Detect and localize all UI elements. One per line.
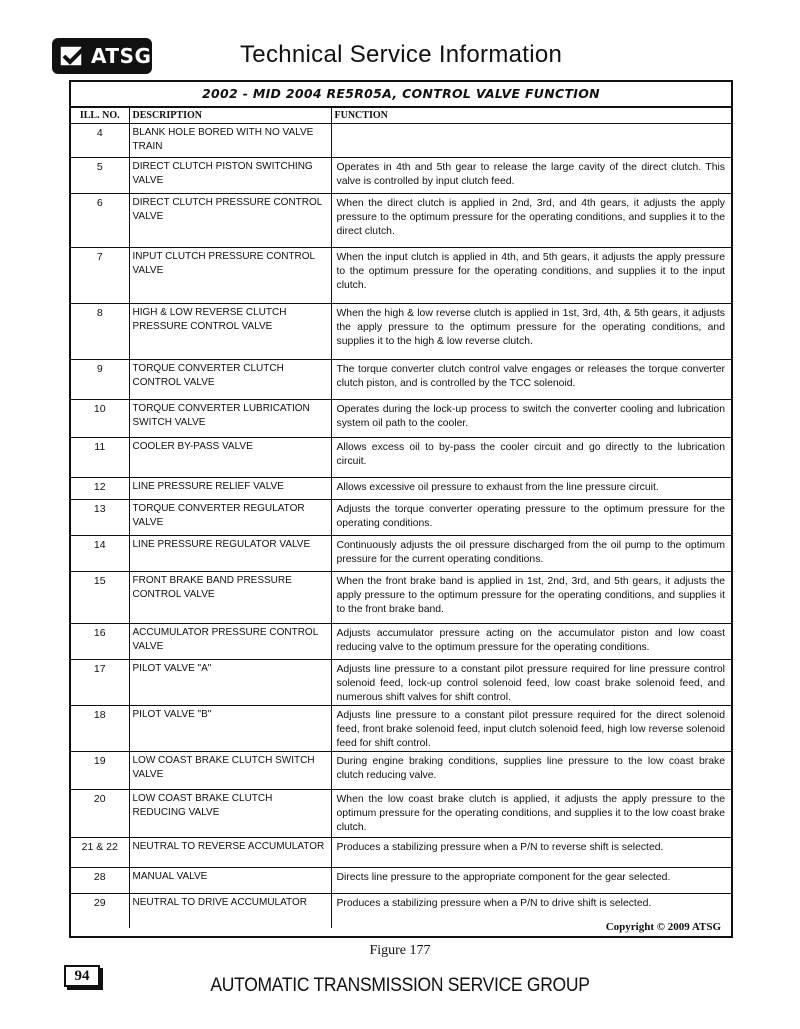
description-cell: DIRECT CLUTCH PRESSURE CONTROL VALVE (129, 194, 331, 248)
description-cell: HIGH & LOW REVERSE CLUTCH PRESSURE CONTROL VALVE (129, 304, 331, 360)
column-header-description: DESCRIPTION (129, 108, 331, 124)
table-row (71, 790, 731, 838)
ill-no-cell: 13 (71, 500, 129, 536)
table-row (71, 400, 731, 438)
table-row (71, 478, 731, 500)
ill-no-cell: 10 (71, 400, 129, 438)
ill-no-cell: 16 (71, 624, 129, 660)
page-number: 94 (64, 965, 100, 987)
table-row (71, 624, 731, 660)
checkmark-icon (59, 44, 87, 68)
description-cell: INPUT CLUTCH PRESSURE CONTROL VALVE (129, 248, 331, 304)
description-cell: LINE PRESSURE RELIEF VALVE (129, 478, 331, 500)
function-cell: Directs line pressure to the appropriate component for the gear selected. (331, 868, 731, 894)
function-cell: Adjusts line pressure to a constant pilot pressure required for the direct solenoid feed, front brake solenoid feed, input clutch solenoid feed, high low reverse solenoid feed for shift control. (331, 706, 731, 752)
table-row (71, 360, 731, 400)
table-row (71, 838, 731, 868)
logo-text: ATSG (91, 44, 152, 68)
column-header-function: FUNCTION (331, 108, 731, 124)
description-cell: FRONT BRAKE BAND PRESSURE CONTROL VALVE (129, 572, 331, 624)
ill-no-cell: 5 (71, 158, 129, 194)
function-cell: When the low coast brake clutch is applied, it adjusts the apply pressure to the optimum pressure for the operating conditions, and supplies it to the low coast brake clutch. (331, 790, 731, 838)
ill-no-cell: 19 (71, 752, 129, 790)
table-row (71, 194, 731, 248)
ill-no-cell: 15 (71, 572, 129, 624)
valve-function-table (69, 80, 733, 938)
description-cell: LINE PRESSURE REGULATOR VALVE (129, 536, 331, 572)
table-title: 2002 - MID 2004 RE5R05A, CONTROL VALVE FUNCTION (71, 82, 731, 108)
function-cell: Produces a stabilizing pressure when a P/N to drive shift is selected. (331, 894, 731, 928)
function-cell: Allows excess oil to by-pass the cooler circuit and go directly to the lubrication circuit. (331, 438, 731, 478)
description-cell: COOLER BY-PASS VALVE (129, 438, 331, 478)
ill-no-cell: 17 (71, 660, 129, 706)
ill-no-cell: 29 (71, 894, 129, 928)
ill-no-cell: 18 (71, 706, 129, 752)
description-cell: NEUTRAL TO DRIVE ACCUMULATOR (129, 894, 331, 928)
ill-no-cell: 8 (71, 304, 129, 360)
function-cell: Adjusts the torque converter operating pressure to the optimum pressure for the operating conditions. (331, 500, 731, 536)
description-cell: NEUTRAL TO REVERSE ACCUMULATOR (129, 838, 331, 868)
ill-no-cell: 14 (71, 536, 129, 572)
description-cell: ACCUMULATOR PRESSURE CONTROL VALVE (129, 624, 331, 660)
function-cell: When the front brake band is applied in 1st, 2nd, 3rd, and 5th gears, it adjusts the apply pressure to the optimum pressure for the operating conditions, and supplies it to the front brake band. (331, 572, 731, 624)
column-header-ill-no: ILL. NO. (71, 108, 129, 124)
table-row (71, 752, 731, 790)
table-row (71, 536, 731, 572)
ill-no-cell: 12 (71, 478, 129, 500)
function-cell: Allows excessive oil pressure to exhaust from the line pressure circuit. (331, 478, 731, 500)
figure-caption: Figure 177 (369, 943, 431, 958)
atsg-logo (52, 38, 152, 74)
function-cell (331, 124, 731, 158)
description-cell: PILOT VALVE "B" (129, 706, 331, 752)
table-row (71, 660, 731, 706)
table-row (71, 706, 731, 752)
description-cell: MANUAL VALVE (129, 868, 331, 894)
description-cell: DIRECT CLUTCH PISTON SWITCHING VALVE (129, 158, 331, 194)
table-row (71, 438, 731, 478)
table-header-row (71, 108, 731, 124)
description-cell: LOW COAST BRAKE CLUTCH REDUCING VALVE (129, 790, 331, 838)
description-cell: TORQUE CONVERTER CLUTCH CONTROL VALVE (129, 360, 331, 400)
table-row (71, 158, 731, 194)
description-cell: TORQUE CONVERTER REGULATOR VALVE (129, 500, 331, 536)
function-cell: When the input clutch is applied in 4th, and 5th gears, it adjusts the apply pressure to the optimum pressure for the operating conditions, and supplies it to the input clutch. (331, 248, 731, 304)
table-row (71, 248, 731, 304)
function-cell: The torque converter clutch control valve engages or releases the torque converter clutch piston, and is controlled by the TCC solenoid. (331, 360, 731, 400)
function-cell: Operates in 4th and 5th gear to release the large cavity of the direct clutch. This valve is controlled by input clutch feed. (331, 158, 731, 194)
ill-no-cell: 7 (71, 248, 129, 304)
description-cell: LOW COAST BRAKE CLUTCH SWITCH VALVE (129, 752, 331, 790)
table-row (71, 572, 731, 624)
ill-no-cell: 28 (71, 868, 129, 894)
page-title: Technical Service Information (240, 41, 563, 68)
ill-no-cell: 21 & 22 (71, 838, 129, 868)
table-row (71, 124, 731, 158)
function-cell: Adjusts line pressure to a constant pilot pressure required for line pressure control solenoid feed, lock-up control solenoid feed, low coast brake solenoid feed, and numerous shift valves for shift control. (331, 660, 731, 706)
footer-title: AUTOMATIC TRANSMISSION SERVICE GROUP (210, 975, 590, 996)
ill-no-cell: 11 (71, 438, 129, 478)
function-cell: Produces a stabilizing pressure when a P/N to reverse shift is selected. (331, 838, 731, 868)
copyright-notice: Copyright © 2009 ATSG (605, 921, 721, 933)
function-cell: When the high & low reverse clutch is applied in 1st, 3rd, 4th, & 5th gears, it adjusts the apply pressure to the optimum pressure for the operating conditions, and supplies it to the high & low reverse clutch. (331, 304, 731, 360)
function-table (71, 108, 731, 928)
description-cell: TORQUE CONVERTER LUBRICATION SWITCH VALVE (129, 400, 331, 438)
table-row (71, 304, 731, 360)
function-cell: Adjusts accumulator pressure acting on the accumulator piston and low coast reducing valve to the optimum pressure for the operating conditions. (331, 624, 731, 660)
ill-no-cell: 6 (71, 194, 129, 248)
table-row (71, 500, 731, 536)
function-cell: When the direct clutch is applied in 2nd, 3rd, and 4th gears, it adjusts the apply pressure to the optimum pressure for the operating conditions, and supplies it to the direct clutch. (331, 194, 731, 248)
ill-no-cell: 9 (71, 360, 129, 400)
description-cell: BLANK HOLE BORED WITH NO VALVE TRAIN (129, 124, 331, 158)
function-cell: Continuously adjusts the oil pressure discharged from the oil pump to the optimum pressure for the current operating conditions. (331, 536, 731, 572)
function-cell: During engine braking conditions, supplies line pressure to the low coast brake clutch reducing valve. (331, 752, 731, 790)
description-cell: PILOT VALVE "A" (129, 660, 331, 706)
table-row (71, 868, 731, 894)
ill-no-cell: 4 (71, 124, 129, 158)
function-cell: Operates during the lock-up process to switch the converter cooling and lubrication system oil path to the cooler. (331, 400, 731, 438)
ill-no-cell: 20 (71, 790, 129, 838)
